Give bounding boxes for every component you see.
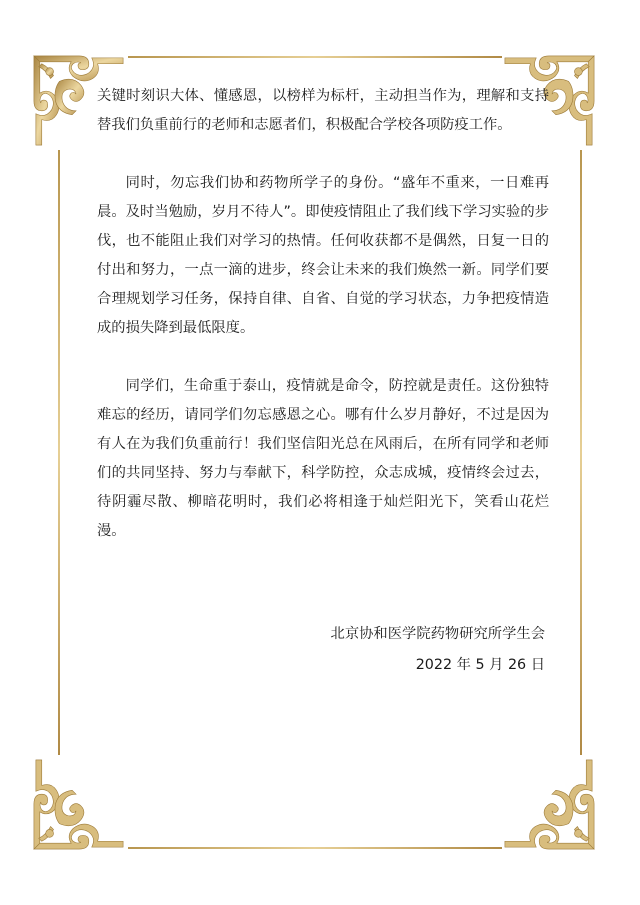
letter-body xyxy=(97,82,549,575)
frame-left-line xyxy=(58,150,60,755)
frame-right-line xyxy=(580,150,582,755)
frame-bottom-line xyxy=(128,847,502,849)
paragraph-closing: 同学们，生命重于泰山，疫情就是命令，防控就是责任。这份独特难忘的经历，请同学们勿忘感恩之心。哪有什么岁月静好，不过是因为有人在为我们负重前行！我们坚信阳光总在风雨后，在所有同学和老师们的共同坚持、努力与奉献下，科学防控，众志成城，疫情终会过去，待阴霾尽散、柳暗花明时，我们必将相逢于灿烂阳光下，笑看山花烂漫。 xyxy=(97,378,549,539)
signature-date: 2022 年 5 月 26 日 xyxy=(415,657,545,673)
paragraph-study: 同时，勿忘我们协和药物所学子的身份。“盛年不重来，一日难再晨。及时当勉励，岁月不待人”。即使疫情阻止了我们线下学习实验的步伐，也不能阻止我们对学习的热情。任何收获都不是偶然，日复一日的付出和努力，一点一滴的进步，终会让未来的我们焕然一新。同学们要合理规划学习任务，保持自律、自省、自觉的学习状态，力争把疫情造成的损失降到最低限度。 xyxy=(97,175,549,336)
paragraph-continuation: 关键时刻识大体、懂感恩，以榜样为标杆，主动担当作为，理解和支持替我们负重前行的老师和志愿者们，积极配合学校各项防疫工作。 xyxy=(97,88,549,133)
signature-organization: 北京协和医学院药物研究所学生会 xyxy=(330,626,545,642)
frame-top-line xyxy=(128,56,502,58)
ornate-gold-corner-icon xyxy=(30,755,128,853)
ornate-gold-corner-icon xyxy=(500,755,598,853)
